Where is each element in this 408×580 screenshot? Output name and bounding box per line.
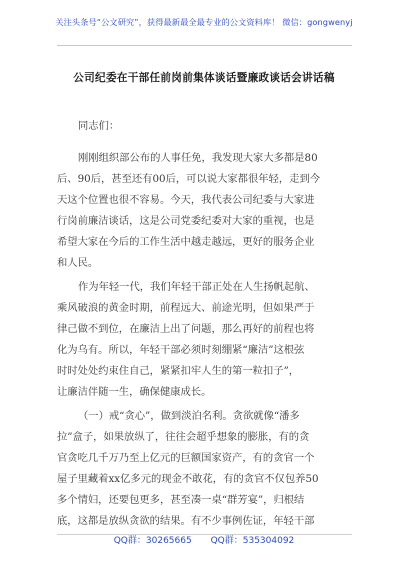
body-line: 希望大家在今后的工作生活中越走越远，更好的服务企业	[57, 236, 315, 248]
body-line: 让廉洁伴随一生，确保健康成长。	[57, 386, 212, 398]
body-line: 后、90后，甚至还有00后，可以说大家都很年轻，走到今	[57, 173, 321, 185]
body-line: 拉”盒子，如果放纵了，往往会超乎想象的膨胀，有的贪	[57, 431, 310, 443]
document-title: 公司纪委在干部任前岗前集体谈话暨廉政谈话会讲话稿	[73, 72, 335, 84]
footer-contacts	[0, 533, 408, 546]
body-line: 多个情妇，还要包更多，甚至凑一桌“群芳宴”，归根结	[57, 494, 305, 506]
body-line: 时时处处约束住自己，紧紧扣牢人生的第一粒扣子”，	[57, 365, 300, 377]
footer-qq-group-1: QQ群：30265665	[113, 536, 192, 546]
body-line: 刚刚组织部公布的人事任免，我发现大家大多都是80	[78, 152, 318, 164]
body-line: 律己做不到位，在廉洁上出了问题，那么再好的前程也将	[57, 323, 315, 335]
body-line: 行岗前廉洁谈话，这是公司党委纪委对大家的重视，也是	[57, 215, 315, 227]
body-line: 作为年轻一代，我们年轻干部正处在人生扬帆起航、	[78, 281, 315, 293]
body-line: 官贪吃几千万乃至上亿元的巨额国家资产，有的贪官一个	[57, 452, 315, 464]
header-banner: 关注头条号“公文研究”，获得最新最全最专业的公文资料库！ 微信：gongwenyj	[55, 17, 353, 27]
footer-qq-group-2: QQ群：535304092	[210, 536, 295, 546]
body-line: 乘风破浪的黄金时期，前程远大、前途光明，但如果严于	[57, 302, 315, 314]
header-divider	[57, 45, 352, 46]
section-heading-line: （一）戒“贪心”，做到淡泊名利。贪欲就像“潘多	[78, 410, 300, 422]
greeting-line: 同志们：	[78, 120, 120, 132]
body-line: 底，这都是放纵贪欲的结果。有不少事例佐证，年轻干部	[57, 515, 315, 527]
body-line: 和人民。	[57, 257, 99, 269]
body-line: 屋子里藏着xx亿多元的现金不敢花，有的贪官不仅包养50	[57, 473, 319, 485]
body-line: 天这个位置也很不容易。今天，我代表公司纪委与大家进	[57, 194, 315, 206]
body-line: 化为乌有。所以，年轻干部必须时刻绷紧“廉洁”这根弦	[57, 344, 305, 356]
